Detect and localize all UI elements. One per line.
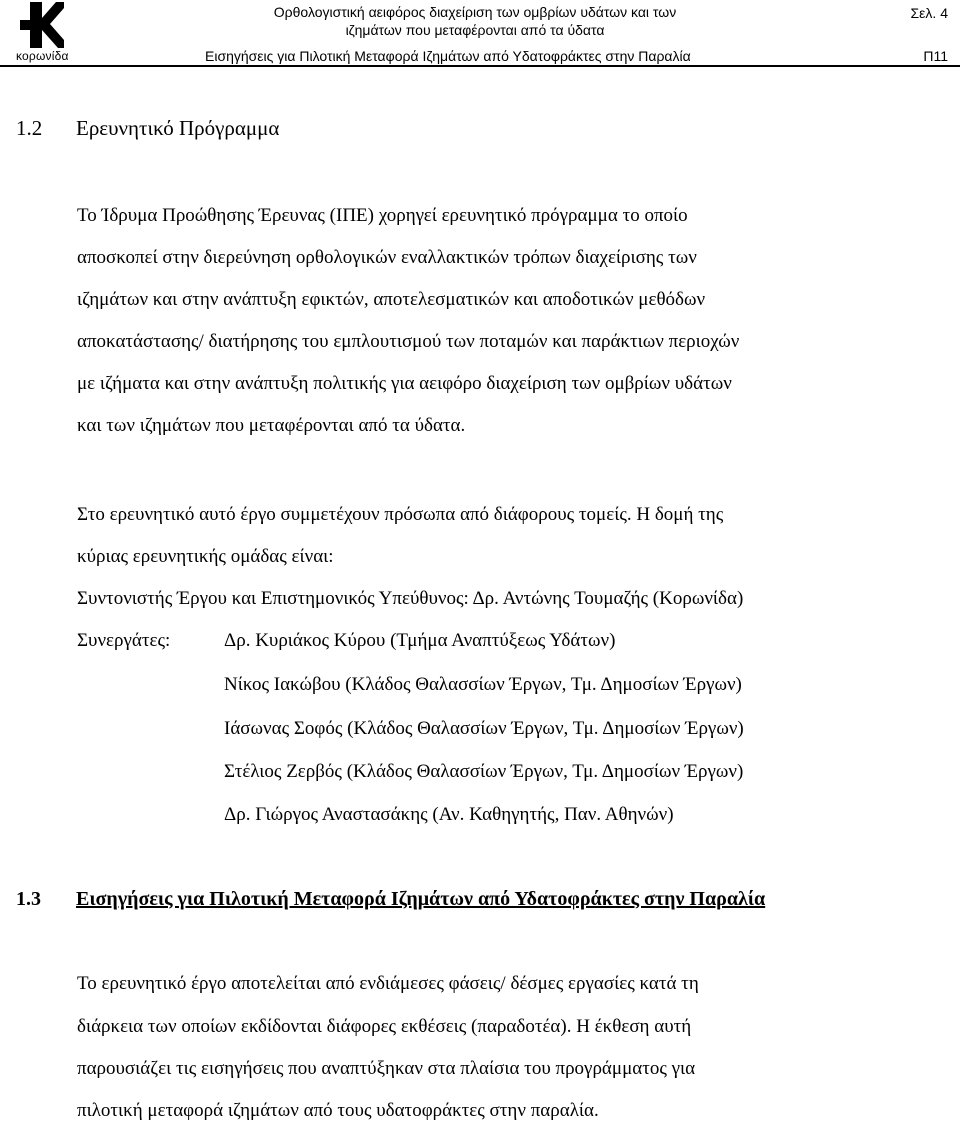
section-title: Εισηγήσεις για Πιλοτική Μεταφορά Ιζημάτων από Υδατοφράκτες στην Παραλία — [76, 888, 766, 910]
paragraph-line: με ιζήματα και στην ανάπτυξη πολιτικής για αειφόρο διαχείριση των ομβρίων υδάτων — [77, 373, 732, 394]
collaborator-item: Ιάσωνας Σοφός (Κλάδος Θαλασσίων Έργων, Τμ. Δημοσίων Έργων) — [224, 718, 744, 739]
paragraph-line: Στο ερευνητικό αυτό έργο συμμετέχουν πρόσωπα από διάφορους τομείς. Η δομή της — [77, 504, 724, 525]
collaborator-item: Νίκος Ιακώβου (Κλάδος Θαλασσίων Έργων, Τμ. Δημοσίων Έργων) — [224, 674, 742, 695]
paragraph-line: ιζημάτων και στην ανάπτυξη εφικτών, αποτελεσματικών και αποδοτικών μεθόδων — [77, 289, 706, 310]
logo-label: κορωνίδα — [16, 49, 69, 63]
paragraph-line: Το Ίδρυμα Προώθησης Έρευνας (ΙΠΕ) χορηγεί ερευνητικό πρόγραμμα το οποίο — [77, 205, 688, 226]
document-code: Π11 — [923, 48, 948, 64]
section-number: 1.3 — [16, 888, 41, 910]
collaborator-item: Δρ. Κυριάκος Κύρου (Τμήμα Αναπτύξεως Υδάτων) — [224, 630, 616, 651]
paragraph-line: αποκατάστασης/ διατήρησης του εμπλουτισμού των ποταμών και παράκτιων περιοχών — [77, 331, 740, 352]
header-subtitle: Εισηγήσεις για Πιλοτική Μεταφορά Ιζημάτων από Υδατοφράκτες στην Παραλία — [205, 48, 691, 64]
paragraph-line: Το ερευνητικό έργο αποτελείται από ενδιάμεσες φάσεις/ δέσμες εργασίες κατά τη — [77, 973, 699, 994]
section-1-2-heading — [16, 116, 279, 141]
koronida-logo-icon — [16, 0, 68, 50]
paragraph-line: διάρκεια των οποίων εκδίδονται διάφορες εκθέσεις (παραδοτέα). Η έκθεση αυτή — [77, 1016, 692, 1037]
page-header — [0, 0, 960, 68]
paragraph-line: πιλοτική μεταφορά ιζημάτων από τους υδατοφράκτες στην παραλία. — [77, 1100, 599, 1121]
header-divider — [0, 65, 960, 67]
section-number: 1.2 — [16, 116, 43, 140]
paragraph-line: κύριας ερευνητικής ομάδας είναι: — [77, 546, 334, 567]
collaborator-item: Δρ. Γιώργος Αναστασάκης (Αν. Καθηγητής, Παν. Αθηνών) — [224, 804, 674, 825]
paragraph-line: αποσκοπεί στην διερεύνηση ορθολογικών εναλλακτικών τρόπων διαχείρισης των — [77, 247, 697, 268]
section-title: Ερευνητικό Πρόγραμμα — [76, 116, 280, 140]
collaborators-label: Συνεργάτες: — [77, 630, 171, 651]
paragraph-line: παρουσιάζει τις εισηγήσεις που αναπτύξηκαν στα πλαίσια του προγράμματος για — [77, 1058, 696, 1079]
paragraph-line: και των ιζημάτων που μεταφέρονται από τα ύδατα. — [77, 415, 466, 436]
section-1-3-heading — [16, 888, 765, 911]
coordinator-line: Συντονιστής Έργου και Επιστημονικός Υπεύθυνος: Δρ. Αντώνης Τουμαζής (Κορωνίδα) — [77, 588, 744, 609]
collaborator-item: Στέλιος Ζερβός (Κλάδος Θαλασσίων Έργων, Τμ. Δημοσίων Έργων) — [224, 761, 744, 782]
page-number: Σελ. 4 — [910, 5, 948, 21]
header-title-line1: Ορθολογιστική αειφόρος διαχείριση των ομβρίων υδάτων και των — [273, 4, 677, 20]
header-title-line2: ιζημάτων που μεταφέρονται από τα ύδατα — [345, 22, 605, 38]
